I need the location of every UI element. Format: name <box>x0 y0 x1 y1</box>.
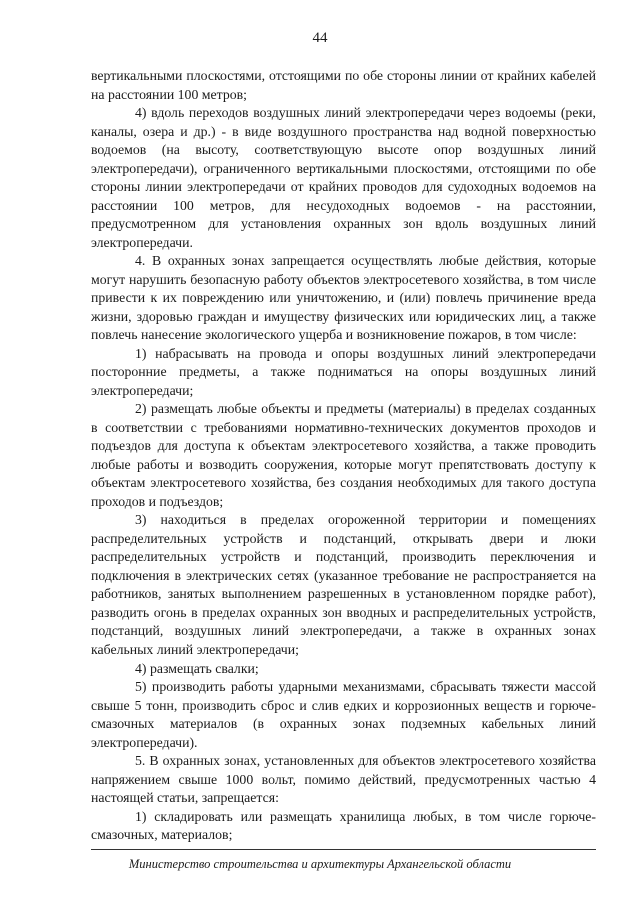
paragraph-6: 3) находиться в пределах огороженной территории и помещениях распределительных устройств и подстанций, открывать двери и люки распределительных устройств и подстанций, производить переключения и подключения в электрических сетях (указанное требование не распространяется на работников, занятых выполнением разрешенных в установленном порядке работ), разводить огонь в пределах охранных зон вводных и распределительных устройств, подстанций, воздушных линий электропередачи, а также в охранных зонах кабельных линий электропередачи; <box>91 512 596 657</box>
document-body <box>91 67 596 845</box>
page-number: 44 <box>312 30 328 46</box>
paragraph-3: 4. В охранных зонах запрещается осуществлять любые действия, которые могут нарушить безопасную работу объектов электросетевого хозяйства, в том числе привести к их повреждению или уничтожению, и (или) повлечь причинение вреда жизни, здоровью граждан и имуществу физических или юридических лиц, а также повлечь нанесение экологического ущерба и возникновение пожаров, в том числе: <box>91 253 596 343</box>
paragraph-10: 1) складировать или размещать хранилища любых, в том числе горюче-смазочных, материалов; <box>91 808 596 843</box>
footer-divider <box>91 849 596 850</box>
footer-text: Министерство строительства и архитектуры Архангельской области <box>128 857 512 871</box>
paragraph-5: 2) размещать любые объекты и предметы (материалы) в пределах созданных в соответствии с требованиями нормативно-технических документов проходов и подъездов для доступа к объектам электросетевого хозяйства, а также проводить любые работы и возводить сооружения, которые могут препятствовать доступу к объектам электросетевого хозяйства, без создания необходимых для такого доступа проходов и подъездов; <box>91 401 596 509</box>
paragraph-4: 1) набрасывать на провода и опоры воздушных линий электропередачи посторонние предметы, а также подниматься на опоры воздушных линий электропередачи; <box>91 345 596 398</box>
paragraph-7: 4) размещать свалки; <box>135 660 259 676</box>
paragraph-1: вертикальными плоскостями, отстоящими по обе стороны линии от крайних кабелей на расстоянии 100 метров; <box>91 68 596 102</box>
paragraph-9: 5. В охранных зонах, установленных для объектов электросетевого хозяйства напряжением свыше 1000 вольт, помимо действий, предусмотренных частью 4 настоящей статьи, запрещается: <box>91 753 596 806</box>
paragraph-8: 5) производить работы ударными механизмами, сбрасывать тяжести массой свыше 5 тонн, производить сброс и слив едких и коррозионных веществ и горюче-смазочных материалов (в охранных зонах подземных кабельных линий электропередачи). <box>91 679 596 750</box>
paragraph-2: 4) вдоль переходов воздушных линий электропередачи через водоемы (реки, каналы, озера и др.) - в виде воздушного пространства над водной поверхностью водоемов (на высоту, соответствующую высоте опор воздушных линий электропередачи), ограниченного вертикальными плоскостями, отстоящими по обе стороны линии электропередачи от крайних проводов для судоходных водоемов на расстоянии 100 метров, для несудоходных водоемов - на расстоянии, предусмотренном для установления охранных зон вдоль воздушных линий электропередачи. <box>91 105 596 250</box>
